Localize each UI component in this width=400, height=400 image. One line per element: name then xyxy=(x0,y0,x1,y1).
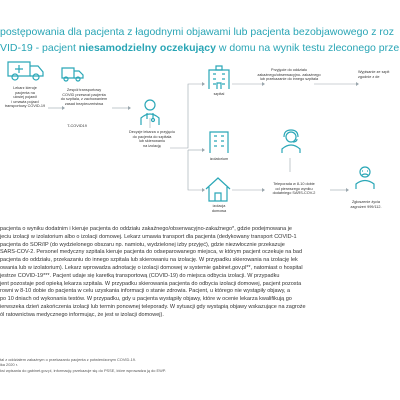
body-line: owania lub w izolatorium). Lekarz wprowadza adnotację o izolacji domowej w systemie gabinet.gov.pl**, natomiast o hospital xyxy=(0,264,303,271)
house-icon xyxy=(204,176,232,202)
label-line: do szpitala, z zachowaniem xyxy=(60,97,108,102)
label-line: Decyzje lekarza o przyjęciu xyxy=(128,130,175,134)
label-wypisanie xyxy=(358,70,400,79)
body-line: po 10 dniach od wykonania testów. W przypadku, gdy u pacjenta wystąpiły objawy, które w ocenie lekarza kwalifikują go xyxy=(0,296,292,303)
body-line: jestrze COVID-19***. Pacjent udaje się karetką transportową (COVID-19) do miejsca odbycia izolacji. W przypadku xyxy=(0,272,280,279)
hospital-icon xyxy=(206,64,232,90)
label-line: izolacja xyxy=(212,204,226,208)
title-suffix: w domu na wynik testu zleconego prze xyxy=(215,42,400,54)
label-izolacja xyxy=(204,204,234,213)
headset-doctor-icon xyxy=(278,128,304,154)
label-line: lub skierowaniu xyxy=(138,139,166,144)
label-zespol xyxy=(54,88,114,106)
label-line: zagrożeń 999/112. xyxy=(350,204,382,209)
label-line: zakaźnego/obserwacyjno- zakaźnego xyxy=(257,72,321,77)
label-transport: T-COVID19 xyxy=(67,124,87,128)
title-prefix: VID-19 - xyxy=(0,42,43,54)
label-przyjecie xyxy=(256,68,322,82)
title-accent: pacjent xyxy=(42,42,79,54)
body-line: rowni w 8-10 dobie do pacjenta w celu uzyskania informacji o stanie zdrowia. Pacjent, u którego nie wystąpiły objawy, a xyxy=(0,288,291,295)
label-line: Wypisanie ze szpit xyxy=(358,70,390,74)
body-line: ól ratownictwa medycznego informując, że jest w izolacji domowej). xyxy=(0,311,164,318)
label-line: od pierwszego wyniku xyxy=(275,186,313,191)
label-line: Zespół transportowy xyxy=(66,88,102,92)
label-zgloszenie xyxy=(344,200,388,209)
body-line: ierwszeka dzień zakończenia izolacji lub termin ponownej teleporady. W sytuacji gdy wystąpią objawy wskazujące na zagroże xyxy=(0,303,306,310)
label-line: Teleporada w 8-10 dobie xyxy=(273,182,315,186)
label-szpital: szpital xyxy=(213,92,225,96)
footnotes xyxy=(0,357,166,373)
label-line: dodatniego SARS-COV-2 xyxy=(272,191,316,196)
sick-person-icon xyxy=(352,164,378,190)
label-line: lub przekazanie do innego szpitala xyxy=(259,77,319,82)
label-line: do pacjenta do szpitala xyxy=(132,134,172,139)
label-line: COVID przewozi pacjenta xyxy=(62,92,106,97)
body-text xyxy=(0,226,400,320)
label-line: zgodnie z de xyxy=(358,74,380,79)
label-lekarz xyxy=(2,86,48,109)
label-line: pacjenta na xyxy=(15,90,35,95)
body-line: pacjenta do SOR/IP (do wydzielonego obszaru np. namiotu, wydzielonej izby przyjęć), gdzie niezwłocznie przekazuje xyxy=(0,241,285,248)
ambulance-icon xyxy=(6,56,46,82)
label-izolatorium: izolatorium xyxy=(209,157,229,161)
footnote: ika 2020 r. xyxy=(0,362,18,368)
label-line: transportowy COVID-19 xyxy=(4,104,46,109)
body-line: pacjenta do oddziału, przekazaniu do innego szpitala lub skierowaniu na izolację. W przypadku skierowania na izolację lek xyxy=(0,257,298,264)
title-bold: niesamodzielny oczekujący xyxy=(78,42,216,54)
page-title-line-1: postępowania dla pacjenta z łagodnymi objawami lub pacjenta bezobjawowego z roz xyxy=(0,26,394,38)
body-line: jeciu izolacji w izolatorium albo o izolacji domowej. Lekarz umawia transport dla pacjenta (dedykowany transport COVID-1 xyxy=(0,233,297,240)
body-line: SARS-COV-2. Personel medyczny szpitala kieruje pacjenta do odseparowanego miejsca, w którym pacjent oczekuje na bad xyxy=(0,249,303,256)
label-line: na izolację xyxy=(143,143,161,148)
label-line: i umawia pojazd xyxy=(11,99,39,104)
body-line: pacjenta o wyniku dodatnim i kieruje pacjenta do oddziału zakaźnego/obserwacyjno-zakaźnego*, gdzie podejmowana je xyxy=(0,226,292,232)
building-icon xyxy=(206,128,232,154)
footnote: ksi wpisania do gabinet.gov.pl, informację przekazuje się do PSSE, które wprowadza ją do EWP. xyxy=(0,367,166,373)
footnote: tal z oddziałem zakaźnym o przekazaniu pacjenta z potwierdzonym COVID-19. xyxy=(0,357,137,362)
ambulance-small-icon xyxy=(60,60,86,86)
label-line: Zgłoszenie życia xyxy=(351,200,381,204)
label-line: Lekarz kieruje xyxy=(13,86,37,90)
label-teleporada xyxy=(262,182,326,196)
doctor-icon xyxy=(138,98,162,126)
label-line: Przyjęcie do oddziału xyxy=(271,68,307,72)
label-line: ukwiej pojawił xyxy=(13,95,37,100)
body-line: jent pozostaje pod opieką lekarza szpitala. W przypadku skierowania pacjenta do odbycia izolacji domowej, pacjent pozosta xyxy=(0,280,302,287)
label-decyzja xyxy=(124,130,180,148)
label-line: domowa xyxy=(211,208,227,213)
label-line: zasad bezpieczeństwa xyxy=(64,101,104,106)
